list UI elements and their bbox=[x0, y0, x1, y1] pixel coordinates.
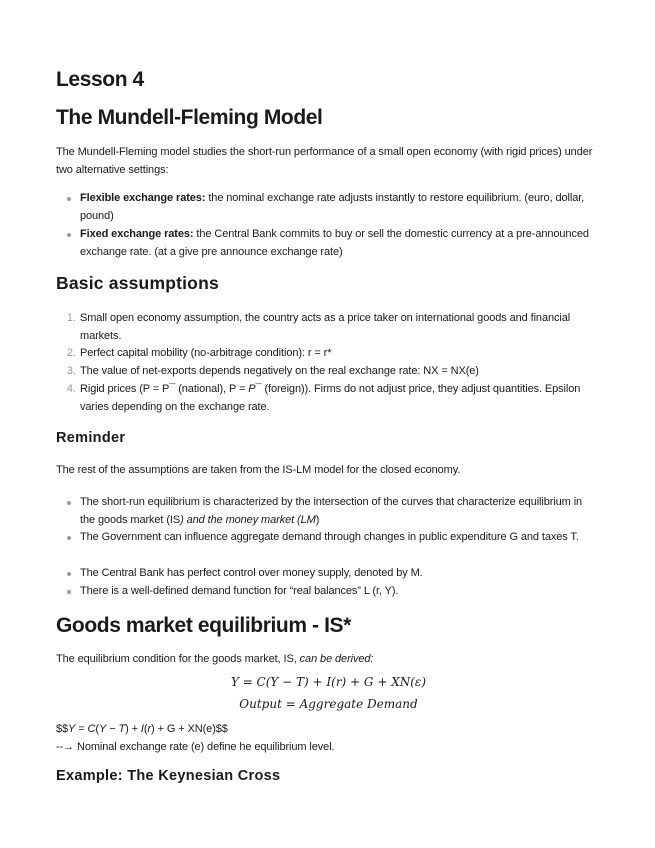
goods-intro-italic: can be derived: bbox=[296, 653, 374, 665]
equation-words: Output = Aggregate Demand bbox=[239, 697, 418, 711]
assumption-item: The value of net-exports depends negatively on the real exchange rate: NX = NX(e) bbox=[80, 365, 479, 377]
list-number: 2. bbox=[66, 347, 76, 359]
assumption-item: Small open economy assumption, the country acts as a price taker on international goods and financial markets. bbox=[80, 312, 571, 342]
list-number: 4. bbox=[66, 383, 76, 395]
bullet bbox=[67, 197, 71, 201]
arrow-line: --→ Nominal exchange rate (e) define he equilibrium level. bbox=[56, 741, 335, 753]
reminder-text: ) bbox=[315, 514, 320, 526]
fixed-text: the Central Bank commits to buy or sell the domestic currency at a pre-announced exchange rate. (at a give pre announce exchange rate) bbox=[80, 228, 589, 258]
list-number: 1. bbox=[66, 312, 76, 324]
bullet bbox=[67, 501, 71, 505]
goods-intro-text: The equilibrium condition for the goods market, IS, bbox=[56, 653, 297, 665]
intro-paragraph: The Mundell-Fleming model studies the short-run performance of a small open economy (with rigid prices) under two alternative settings: bbox=[56, 146, 593, 176]
bullet bbox=[67, 536, 71, 540]
reminder-italic: ) and the money market (LM bbox=[180, 514, 316, 526]
bullet bbox=[67, 572, 71, 576]
reminder-item: There is a well-defined demand function for “real balances” L (r, Y). bbox=[80, 585, 399, 597]
model-title: The Mundell-Fleming Model bbox=[56, 106, 323, 129]
assumption-text: ¯ (foreign)). Firms do not adjust price, they adjust quantities. Epsilon varies depending on the exchange rate. bbox=[80, 383, 581, 413]
example-heading: Example: The Keynesian Cross bbox=[56, 768, 281, 784]
assumptions-heading: Basic assumptions bbox=[56, 273, 219, 293]
list-item-fixed bbox=[80, 225, 596, 261]
reminder-heading: Reminder bbox=[56, 430, 126, 446]
assumption-item: Perfect capital mobility (no-arbitrage condition): r = r* bbox=[80, 347, 332, 359]
bullet bbox=[67, 233, 71, 237]
list-number: 3. bbox=[66, 365, 76, 377]
goods-intro bbox=[56, 650, 601, 668]
bullet bbox=[67, 590, 71, 594]
list-item-flexible bbox=[80, 189, 596, 225]
equation: Y = C(Y − T) + I(r) + G + XN(ε) bbox=[230, 675, 427, 689]
latex-line: $$Y = C(Y − T) + I(r) + G + XN(e)$$ bbox=[56, 723, 228, 735]
goods-market-heading: Goods market equilibrium - IS* bbox=[56, 614, 351, 637]
flexible-term: Flexible exchange rates: bbox=[80, 192, 206, 204]
assumption-text: Rigid prices (P = P¯ (national), P = bbox=[80, 383, 249, 395]
reminder-item: The Central Bank has perfect control over money supply, denoted by M. bbox=[80, 567, 423, 579]
reminder-text: The short-run equilibrium is characterized by the intersection of the curves that characterize equilibrium in the goods market (IS bbox=[80, 496, 583, 526]
reminder-intro: The rest of the assumptions are taken from the IS-LM model for the closed economy. bbox=[56, 464, 461, 476]
flexible-text: the nominal exchange rate adjusts instantly to restore equilibrium. (euro, dollar, pound) bbox=[80, 192, 585, 222]
reminder-item: The Government can influence aggregate demand through changes in public expenditure G and taxes T. bbox=[80, 531, 579, 543]
reminder-item bbox=[80, 493, 596, 529]
lesson-title: Lesson 4 bbox=[56, 68, 144, 91]
assumption-item bbox=[80, 380, 596, 416]
fixed-term: Fixed exchange rates: bbox=[80, 228, 194, 240]
assumption-italic: P bbox=[248, 383, 256, 395]
